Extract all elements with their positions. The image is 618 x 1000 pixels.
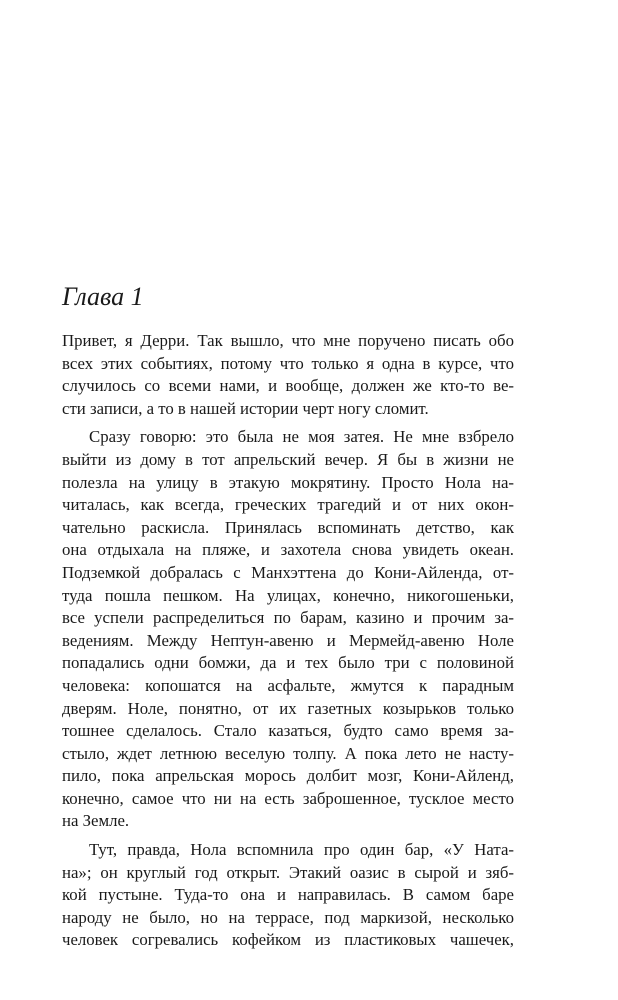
text-line: стыло, ждет летнюю веселую толпу. А пока лето не насту-: [62, 743, 514, 763]
text-line: выйти из дому в тот апрельский вечер. Я бы в жизни не: [62, 449, 514, 469]
text-line: пило, пока апрельская морось долбит мозг, Кони-Айленд,: [62, 766, 514, 786]
text-line: Привет, я Дерри. Так вышло, что мне поручено писать обо: [62, 331, 514, 350]
text-line: человека: копошатся на асфальте, жмутся к парадным: [62, 675, 514, 695]
text-line: Сразу говорю: это была не моя затея. Не мне взбрело: [89, 427, 514, 447]
text-line: туда пошла пешком. На улицах, конечно, никогошеньки,: [62, 585, 514, 605]
text-line: случилось со всеми нами, и вообще, должен же кто-то ве-: [62, 376, 514, 396]
text-line: Тут, правда, Нола вспомнила про один бар, «У Ната-: [89, 840, 514, 860]
paragraph: [62, 839, 514, 952]
text-line: на»; он круглый год открыт. Этакий оазис в сырой и зяб-: [62, 862, 514, 882]
text-line: человек согревались кофейком из пластиковых чашечек,: [62, 930, 514, 950]
chapter-body: [62, 330, 514, 952]
text-line: попадались одни бомжи, да и тех было три с половиной: [62, 653, 514, 673]
text-line: на Земле.: [62, 811, 130, 831]
text-line: читалась, как всегда, греческих трагедий и от них окон-: [62, 495, 514, 515]
text-line: всех этих событиях, потому что только я одна в курсе, что: [62, 353, 514, 373]
text-line: ведениям. Между Нептун-авеню и Мермейд-авеню Ноле: [62, 630, 514, 650]
text-line: Подземкой добралась с Манхэттена до Кони-Айленда, от-: [62, 562, 514, 582]
text-line: она отдыхала на пляже, и захотела снова увидеть океан.: [62, 540, 514, 560]
text-line: кой пустыне. Туда-то она и направилась. В самом баре: [62, 885, 514, 905]
text-line: народу не было, но на террасе, под маркизой, несколько: [62, 907, 514, 927]
text-line: тошнее сделалось. Стало казаться, будто само время за-: [62, 721, 514, 741]
text-line: дверям. Ноле, понятно, от их газетных козырьков только: [62, 698, 514, 718]
paragraph: [62, 426, 514, 833]
text-line: конечно, самое что ни на есть заброшенное, тусклое место: [62, 788, 514, 808]
text-line: все успели распределиться по барам, казино и прочим за-: [62, 608, 514, 628]
text-line: полезла на улицу в этакую мокрятину. Просто Нола на-: [62, 472, 514, 492]
text-line: сти записи, а то в нашей истории черт ногу сломит.: [62, 398, 429, 418]
paragraph: [62, 330, 514, 420]
chapter-title: Глава 1: [62, 282, 144, 311]
text-line: чательно раскисла. Принялась вспоминать детство, как: [62, 517, 514, 537]
